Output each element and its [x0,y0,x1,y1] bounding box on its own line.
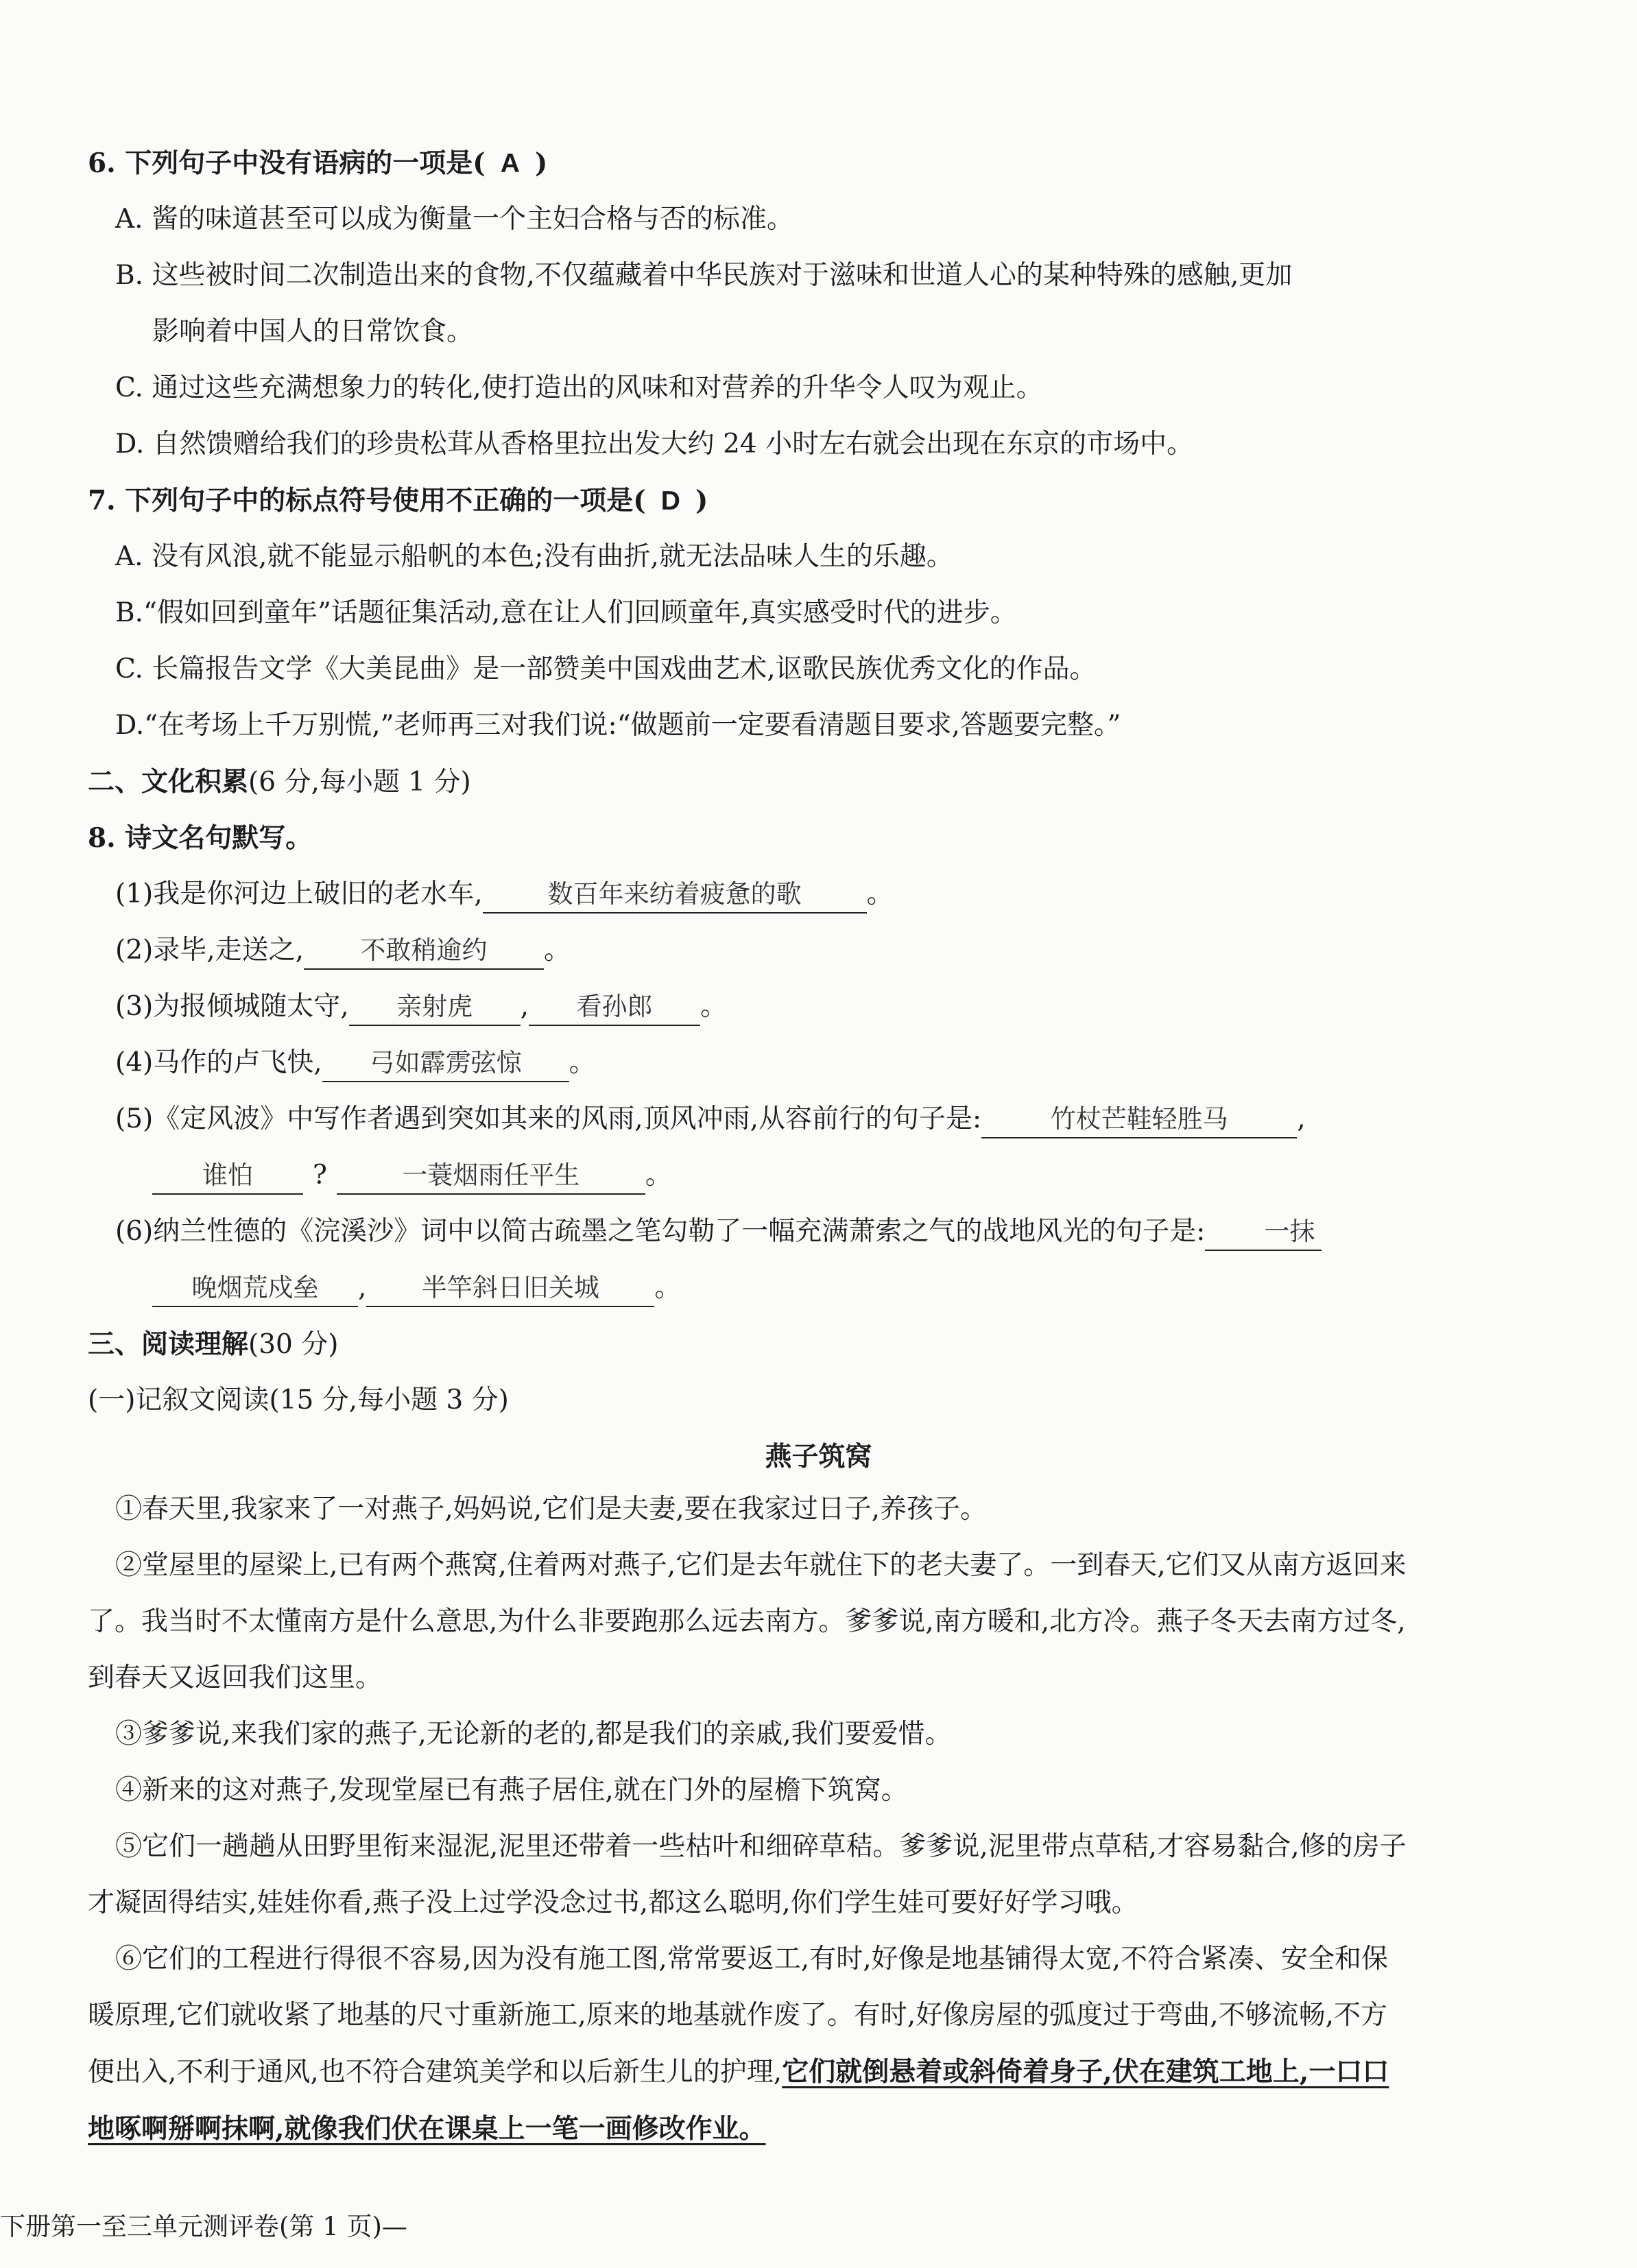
q8-item-6: (6)纳兰性德的《浣溪沙》词中以简古疏墨之笔勾勒了一幅充满萧索之气的战地风光的句子是: 一抹 [115,1211,1322,1252]
q8-item-5-cont: 谁怕 ? 一蓑烟雨任平生 。 [152,1155,672,1196]
subsection-1-heading: (一)记叙文阅读(15 分,每小题 3 分) [88,1385,509,1416]
answer-blank: 弓如霹雳弦惊 [322,1045,569,1082]
section-3-heading: 三、阅读理解(30 分) [88,1328,339,1360]
article-paragraph-3: ③爹爹说,来我们家的燕子,无论新的老的,都是我们的亲戚,我们要爱惜。 [115,1719,952,1750]
page-footer: 下册第一至三单元测评卷(第 1 页)— [0,2212,407,2241]
q7-option-b: B.“假如回到童年”话题征集活动,意在让人们回顾童年,真实感受时代的进步。 [115,597,1017,628]
q7-stem: 7. 下列句子中的标点符号使用不正确的一项是( D ) [88,485,708,516]
q7-option-d: D.“在考场上千万别慌,”老师再三对我们说:“做题前一定要看清题目要求,答题要完整。” [115,710,1121,741]
underlined-sentence: 它们就倒悬着或斜倚着身子,伏在建筑工地上,一口口地啄啊掰啊抹啊,就像我们伏在课桌上一笔一画修改作业。 [88,2056,1389,2145]
answer-blank: 半竿斜日旧关城 [366,1270,654,1307]
q8-item-3: (3)为报倾城随太守, 亲射虎 , 看孙郎 。 [115,986,727,1027]
article-paragraph-5: ⑤它们一趟趟从田野里衔来湿泥,泥里还带着一些枯叶和细碎草秸。爹爹说,泥里带点草秸,才容易黏合,修的房子才凝固得结实,娃娃你看,燕子没上过学没念过书,都这么聪明,你们学生娃可要好好学习哦。 [88,1831,1407,1918]
article-title: 燕子筑窝 [765,1441,872,1472]
answer-blank: 看孙郎 [529,989,700,1026]
q6-option-d: D. 自然馈赠给我们的珍贵松茸从香格里拉出发大约 24 小时左右就会出现在东京的市场中。 [115,429,1194,459]
q6-answer: A [500,149,520,178]
answer-blank: 一蓑烟雨任平生 [337,1158,645,1195]
q6-option-c: C. 通过这些充满想象力的转化,使打造出的风味和对营养的升华令人叹为观止。 [115,372,1043,403]
answer-blank: 一抹 [1205,1214,1322,1251]
answer-blank: 数百年来纺着疲惫的歌 [483,876,867,914]
article-paragraph-6: ⑥它们的工程进行得很不容易,因为没有施工图,常常要返工,有时,好像是地基铺得太宽,不符合紧凑、安全和保暖原理,它们就收紧了地基的尺寸重新施工,原来的地基就作废了。有时,好像房屋的弧度过于弯曲,不够流畅,不方便出入,不利于通风,也不符合建筑美学和以后新生儿的护理,它们就倒悬着或斜倚着身子,伏在建筑工地上,一口口地啄啊掰啊抹啊,就像我们伏在课桌上一笔一画修改作业。 [88,1944,1389,2145]
q7-option-a: A. 没有风浪,就不能显示船帆的本色;没有曲折,就无法品味人生的乐趣。 [115,541,953,572]
q6-option-b-cont: 影响着中国人的日常饮食。 [152,316,474,347]
article-paragraph-4: ④新来的这对燕子,发现堂屋已有燕子居住,就在门外的屋檐下筑窝。 [115,1775,908,1806]
q8-item-2: (2)录毕,走送之, 不敢稍逾约 。 [115,930,571,971]
q8-item-5: (5)《定风波》中写作者遇到突如其来的风雨,顶风冲雨,从容前行的句子是: 竹杖芒鞋轻胜马 , [115,1099,1306,1140]
answer-blank: 亲射虎 [349,989,521,1026]
q6-option-a: A. 酱的味道甚至可以成为衡量一个主妇合格与否的标准。 [115,204,793,235]
article-paragraph-2: ②堂屋里的屋梁上,已有两个燕窝,住着两对燕子,它们是去年就住下的老夫妻了。一到春天,它们又从南方返回来了。我当时不太懂南方是什么意思,为什么非要跑那么远去南方。爹爹说,南方暖和,北方冷。燕子冬天去南方过冬,到春天又返回我们这里。 [88,1550,1407,1693]
section-2-heading: 二、文化积累(6 分,每小题 1 分) [88,766,471,798]
answer-blank: 谁怕 [152,1158,303,1195]
q7-answer: D [660,486,680,516]
q6-stem: 6. 下列句子中没有语病的一项是( A ) [88,147,548,179]
q8-item-6-cont: 晚烟荒戍垒 , 半竿斜日旧关城 。 [152,1267,681,1309]
q8-stem: 8. 诗文名句默写。 [88,822,313,854]
q7-option-c: C. 长篇报告文学《大美昆曲》是一部赞美中国戏曲艺术,讴歌民族优秀文化的作品。 [115,654,1097,684]
q6-option-b: B. 这些被时间二次制造出来的食物,不仅蕴藏着中华民族对于滋味和世道人心的某种特殊的感触,更加 [115,260,1293,291]
article-paragraph-1: ①春天里,我家来了一对燕子,妈妈说,它们是夫妻,要在我家过日子,养孩子。 [115,1494,987,1525]
answer-blank: 晚烟荒戍垒 [152,1270,358,1307]
answer-blank: 不敢稍逾约 [304,933,544,970]
q8-item-4: (4)马作的卢飞快, 弓如霹雳弦惊 。 [115,1042,596,1084]
q8-item-1: (1)我是你河边上破旧的老水车, 数百年来纺着疲惫的歌 。 [115,874,894,915]
answer-blank: 竹杖芒鞋轻胜马 [981,1101,1297,1138]
